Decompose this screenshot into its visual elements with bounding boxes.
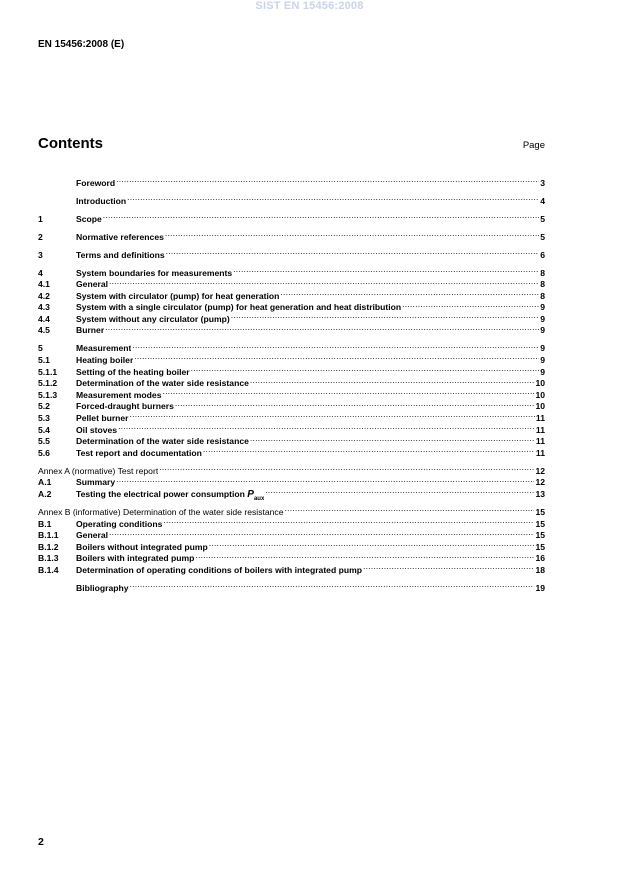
toc-entry-number: 5.4	[38, 424, 50, 435]
toc-entry-page: 11	[535, 424, 545, 435]
toc-entry[interactable]	[38, 462, 545, 474]
toc-entry-title: System with a single circulator (pump) for heat generation and heat distribution	[76, 302, 402, 313]
toc-entry-page: 13	[535, 488, 545, 499]
toc-entry-title: Boilers without integrated pump	[76, 541, 208, 552]
toc-dot-leader	[105, 322, 539, 334]
toc-entry-page: 4	[540, 195, 545, 206]
toc-entry-number: 2	[38, 231, 43, 242]
toc-entry-number: B.1.3	[38, 553, 59, 564]
toc-entry-title: Measurement modes	[76, 389, 162, 400]
toc-entry-title: Annex A (normative) Test report	[38, 465, 159, 476]
toc-entry-symbol: $P_{aux}$	[247, 488, 265, 502]
toc-dot-leader	[175, 398, 535, 410]
toc-dot-leader	[127, 192, 539, 204]
contents-heading: Contents	[38, 135, 103, 152]
toc-entry-title: Foreword	[76, 177, 116, 188]
toc-entry-page: 19	[535, 582, 545, 593]
toc-entry-title: Test report and documentation	[76, 447, 202, 458]
toc-entry-page: 9	[540, 302, 545, 313]
toc-entry-number: B.1.1	[38, 530, 59, 541]
toc-entry-number: 5	[38, 343, 43, 354]
toc-entry-page: 8	[540, 267, 545, 278]
toc-entry-page: 11	[535, 413, 545, 424]
toc-entry-number: 3	[38, 249, 43, 260]
toc-entry-page: 9	[540, 366, 545, 377]
toc-entry[interactable]	[38, 246, 545, 258]
toc-entry-title: Bibliography	[76, 582, 129, 593]
toc-entry-title: Operating conditions	[76, 518, 163, 529]
toc-entry-page: 11	[535, 436, 545, 447]
toc-entry-title: System with circulator (pump) for heat generation	[76, 290, 280, 301]
toc-entry-number: 4.2	[38, 290, 50, 301]
toc-dot-leader	[165, 228, 539, 240]
toc-entry-title: Normative references	[76, 231, 164, 242]
toc-entry-title: Heating boiler	[76, 355, 134, 366]
toc-entry-title: Setting of the heating boiler	[76, 366, 190, 377]
toc-entry-page: 10	[535, 401, 545, 412]
toc-dot-leader	[250, 433, 535, 445]
toc-entry-page: 10	[535, 378, 545, 389]
toc-entry-page: 9	[540, 313, 545, 324]
toc-dot-leader	[163, 515, 534, 527]
toc-entry-number: A.1	[38, 477, 52, 488]
toc-entry-title: Oil stoves	[76, 424, 118, 435]
toc-entry-number: A.2	[38, 488, 52, 499]
toc-entry-page: 15	[535, 518, 545, 529]
toc-dot-leader	[250, 375, 535, 387]
toc-dot-leader	[209, 538, 535, 550]
toc-entry-page: 18	[535, 564, 545, 575]
toc-entry[interactable]	[38, 287, 545, 299]
toc-dot-leader	[132, 340, 539, 352]
toc-entry[interactable]	[38, 538, 545, 550]
page-column-label: Page	[522, 140, 545, 151]
toc-entry-title: Measurement	[76, 343, 132, 354]
toc-entry-page: 5	[540, 231, 545, 242]
toc-dot-leader	[166, 246, 540, 258]
table-of-contents	[38, 174, 545, 591]
toc-dot-leader	[130, 579, 535, 591]
toc-entry-title: Introduction	[76, 195, 127, 206]
toc-entry-number: 5.6	[38, 447, 50, 458]
toc-entry-page: 15	[535, 530, 545, 541]
toc-entry-page: 5	[540, 213, 545, 224]
toc-dot-leader	[231, 310, 539, 322]
toc-entry-page: 11	[535, 447, 545, 458]
toc-entry-title: Determination of the water side resistance	[76, 436, 249, 447]
toc-entry-title: Determination of the water side resistance	[76, 378, 249, 389]
toc-dot-leader	[203, 444, 535, 456]
toc-entry-page: 9	[540, 325, 545, 336]
toc-entry-number: B.1.4	[38, 564, 59, 575]
toc-dot-leader	[116, 474, 534, 486]
toc-entry-page: 9	[540, 343, 545, 354]
toc-entry[interactable]	[38, 192, 545, 204]
toc-entry-title: Forced-draught burners	[76, 401, 174, 412]
toc-entry-page: 10	[535, 389, 545, 400]
toc-dot-leader	[163, 386, 535, 398]
toc-dot-leader	[116, 174, 539, 186]
toc-dot-leader	[130, 409, 535, 421]
toc-entry-page: 8	[540, 290, 545, 301]
toc-entry-title: Terms and definitions	[76, 249, 165, 260]
toc-entry-number: B.1	[38, 518, 52, 529]
toc-dot-leader	[191, 363, 540, 375]
toc-entry-title: System without any circulator (pump)	[76, 313, 230, 324]
toc-dot-leader	[109, 527, 534, 539]
toc-entry-page: 8	[540, 279, 545, 290]
toc-entry-page: 12	[535, 477, 545, 488]
toc-entry-page: 12	[535, 465, 545, 476]
toc-dot-leader	[233, 264, 539, 276]
toc-entry-page: 16	[535, 553, 545, 564]
toc-entry-page: 6	[540, 249, 545, 260]
toc-entry-title: Boilers with integrated pump	[76, 553, 195, 564]
toc-entry-number: 5.2	[38, 401, 50, 412]
toc-entry-title: Annex B (informative) Determination of the water side resistance	[38, 506, 284, 517]
toc-entry[interactable]	[38, 276, 545, 288]
toc-entry-page: 15	[535, 541, 545, 552]
toc-entry-title: General	[76, 530, 109, 541]
toc-dot-leader	[103, 210, 539, 222]
toc-entry-number: 4.3	[38, 302, 50, 313]
toc-entry-number: 4.1	[38, 279, 50, 290]
toc-entry-page: 15	[535, 506, 545, 517]
toc-entry[interactable]	[38, 228, 545, 240]
toc-dot-leader	[265, 485, 534, 497]
toc-dot-leader	[363, 561, 534, 573]
toc-entry-number: 1	[38, 213, 43, 224]
toc-dot-leader	[109, 276, 539, 288]
document-identifier: EN 15456:2008 (E)	[38, 39, 125, 50]
toc-entry-page: 3	[540, 177, 545, 188]
toc-entry[interactable]	[38, 322, 545, 334]
toc-entry-number: 5.5	[38, 436, 50, 447]
toc-dot-leader	[159, 462, 534, 474]
toc-entry-title: Summary	[76, 477, 116, 488]
toc-entry-number: 4.4	[38, 313, 50, 324]
toc-entry[interactable]	[38, 579, 545, 591]
toc-entry[interactable]	[38, 210, 545, 222]
toc-entry-title: System boundaries for measurements	[76, 267, 233, 278]
toc-entry[interactable]	[38, 174, 545, 186]
toc-dot-leader	[118, 421, 535, 433]
toc-entry-title: Determination of operating conditions of boilers with integrated pump	[76, 564, 362, 575]
toc-entry[interactable]	[38, 527, 545, 539]
toc-entry-number: B.1.2	[38, 541, 59, 552]
toc-entry[interactable]	[38, 264, 545, 276]
page-number: 2	[38, 836, 44, 848]
toc-entry-title: Burner	[76, 325, 105, 336]
toc-entry-subscript: aux	[253, 495, 265, 502]
toc-entry-number: 5.1.1	[38, 366, 58, 377]
toc-entry-title: Testing the electrical power consumption $P_{aux}$	[76, 488, 265, 502]
toc-entry-number: 5.1	[38, 355, 50, 366]
toc-dot-leader	[134, 351, 539, 363]
toc-entry-number: 5.3	[38, 413, 50, 424]
toc-entry-title: Scope	[76, 213, 102, 224]
toc-dot-leader	[195, 550, 534, 562]
toc-dot-leader	[280, 287, 539, 299]
toc-entry-title: General	[76, 279, 109, 290]
toc-dot-leader	[285, 503, 535, 515]
toc-entry-number: 4	[38, 267, 43, 278]
toc-dot-leader	[402, 299, 539, 311]
watermark: SIST EN 15456:2008	[255, 0, 364, 12]
toc-entry-number: 5.1.3	[38, 389, 58, 400]
toc-entry-title: Pellet burner	[76, 413, 129, 424]
toc-entry-number: 5.1.2	[38, 378, 58, 389]
toc-entry-number: 4.5	[38, 325, 50, 336]
toc-entry-page: 9	[540, 355, 545, 366]
toc-entry[interactable]	[38, 340, 545, 352]
